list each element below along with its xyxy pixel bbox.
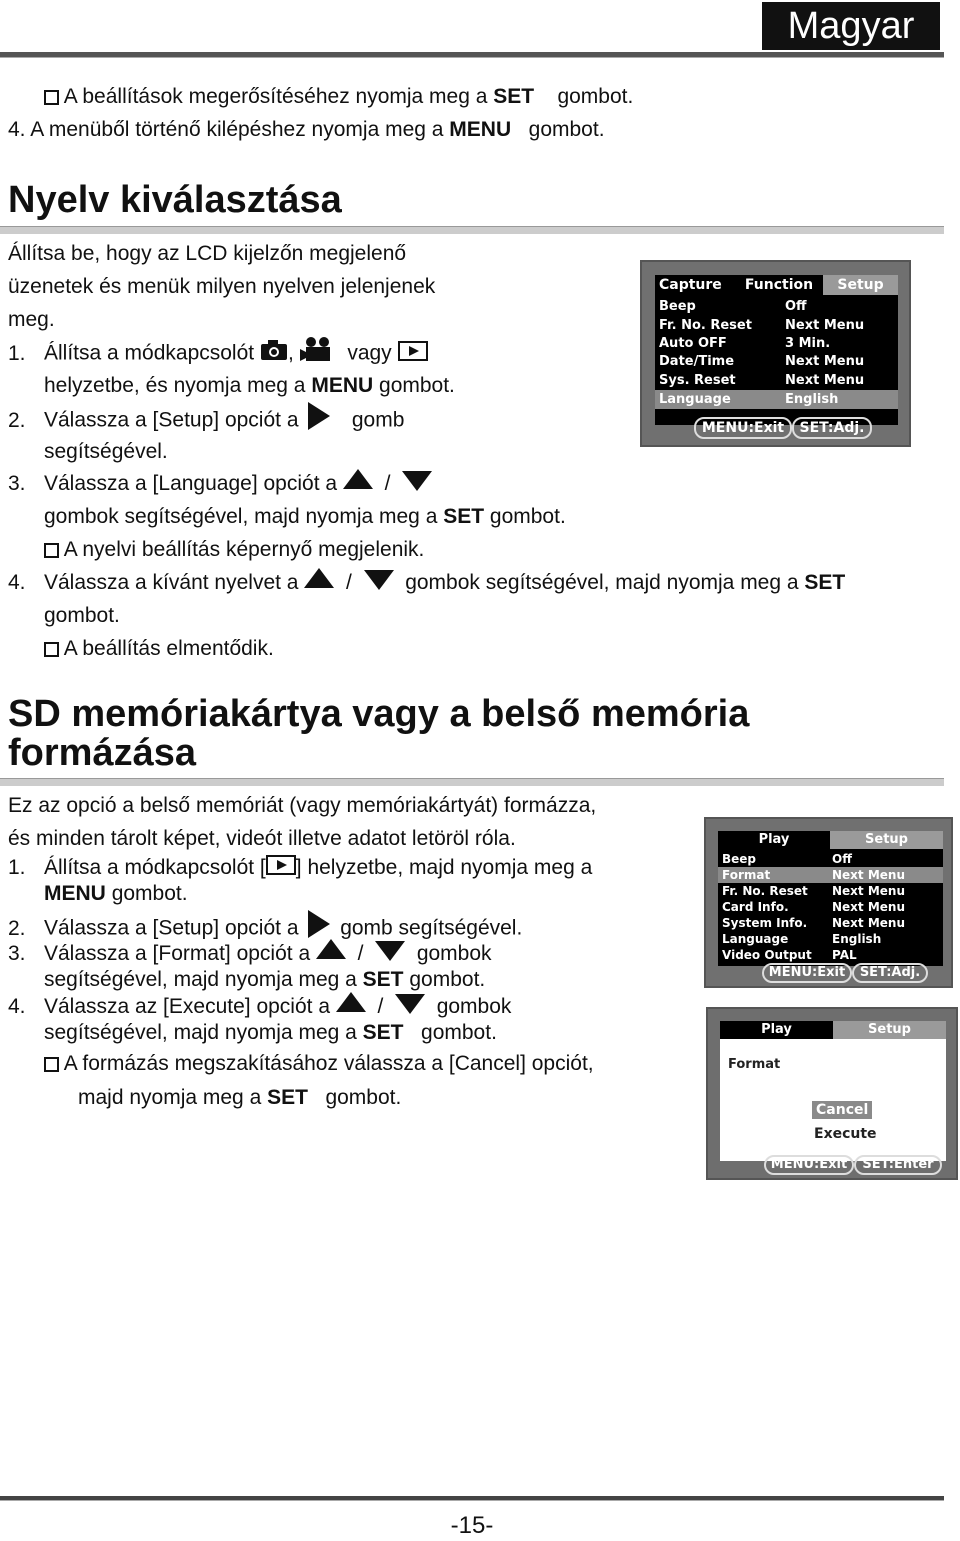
menu-row: Date/Time Next Menu [659, 354, 865, 369]
playback-icon [398, 338, 428, 371]
step-4: 4. Válassza a kívánt nyelvet a / gombok segítségével, majd nyomja meg a SET [8, 566, 845, 600]
playback-icon [266, 852, 296, 885]
tab-setup: Setup [823, 275, 898, 295]
format-step-1-cont: MENU gombot. [44, 882, 188, 905]
tab-setup: Setup [830, 831, 943, 849]
format-label: Format [728, 1057, 781, 1072]
footer-rule [0, 1496, 944, 1501]
down-arrow-icon [402, 468, 432, 501]
format-step-3: 3. Válassza a [Format] opciót a / gombok [8, 937, 492, 971]
section-title-format: SD memóriakártya vagy a belső memória [8, 693, 750, 735]
menu-row: Video Output PAL [722, 948, 857, 962]
checkbox-bullet-icon [44, 90, 59, 105]
tab-function: Function [744, 277, 814, 293]
intro-bullet: A beállítások megerősítéséhez nyomja meg a SET gombot. [44, 80, 633, 113]
lcd-screen-setup-format [704, 817, 953, 988]
menu-row: Language English [722, 932, 882, 946]
menu-row: Fr. No. Reset Next Menu [659, 318, 865, 333]
camera-icon [260, 338, 288, 371]
paragraph-line: Állítsa be, hogy az LCD kijelzőn megjelenő [8, 242, 407, 265]
video-camera-icon [300, 336, 336, 372]
menu-row: Fr. No. Reset Next Menu [722, 884, 906, 898]
format-step-4-cont: segítségével, majd nyomja meg a SET gombot. [44, 1021, 497, 1044]
format-step-1: 1. Állítsa a módkapcsolót [ ] helyzetbe, majd nyomja meg a [8, 851, 592, 885]
step-4-bullet: A beállítás elmentődik. [44, 632, 274, 665]
paragraph-line: meg. [8, 308, 55, 331]
paragraph-line: üzenetek és menük milyen nyelven jelenjenek [8, 275, 436, 298]
step-1-cont: helyzetbe, és nyomja meg a MENU gombot. [44, 374, 455, 397]
section-rule [0, 226, 944, 234]
menu-row: Beep Off [659, 299, 807, 314]
right-arrow-icon [304, 402, 334, 440]
intro-step-4: 4. A menüből történő kilépéshez nyomja meg a MENU gombot. [8, 118, 605, 141]
checkbox-bullet-icon [44, 1057, 59, 1072]
option-cancel[interactable]: Cancel [812, 1101, 872, 1119]
tab-play: Play [761, 1022, 792, 1037]
menu-row: System Info. Next Menu [722, 916, 906, 930]
menu-row: Sys. Reset Next Menu [659, 373, 865, 388]
footer-menu-exit: MENU:Exit [764, 1155, 854, 1175]
option-execute[interactable]: Execute [814, 1126, 877, 1142]
format-bullet: A formázás megszakításához válassza a [Cancel] opciót, [44, 1047, 594, 1080]
page-number: -15- [450, 1512, 494, 1539]
tab-setup: Setup [833, 1021, 946, 1039]
section-title-language: Nyelv kiválasztása [8, 179, 342, 221]
format-bullet-cont: majd nyomja meg a SET gombot. [78, 1086, 402, 1109]
down-arrow-icon [364, 567, 394, 600]
format-step-4: 4. Válassza az [Execute] opciót a / gombok [8, 990, 511, 1024]
lcd-screen-setup-language [640, 260, 911, 447]
step-2: 2. Válassza a [Setup] opciót a gomb [8, 402, 404, 440]
footer-menu-exit: MENU:Exit [694, 417, 792, 439]
menu-row: Card Info. Next Menu [722, 900, 906, 914]
step-3-bullet: A nyelvi beállítás képernyő megjelenik. [44, 533, 424, 566]
menu-row-selected: Format Next Menu [718, 867, 943, 883]
section-rule [0, 778, 944, 786]
checkbox-bullet-icon [44, 543, 59, 558]
checkbox-bullet-icon [44, 642, 59, 657]
paragraph-line: Ez az opció a belső memóriát (vagy memóriakártyát) formázza, [8, 794, 597, 817]
menu-row-selected: Language English [655, 390, 898, 409]
footer-set-adj: SET:Adj. [792, 417, 872, 439]
menu-row: Beep Off [722, 852, 852, 866]
format-step-2: 2. Válassza a [Setup] opciót a gomb segítségével. [8, 910, 522, 948]
step-1: 1. Állítsa a módkapcsolót , vagy [8, 336, 428, 372]
format-step-3-cont: segítségével, majd nyomja meg a SET gombot. [44, 968, 486, 991]
step-4-cont: gombot. [44, 604, 120, 627]
menu-row: Auto OFF 3 Min. [659, 336, 831, 351]
lcd-screen-format-confirm [706, 1007, 958, 1180]
language-badge: Magyar [762, 2, 940, 50]
up-arrow-icon [343, 468, 373, 501]
paragraph-line: és minden tárolt képet, videót illetve adatot letöröl róla. [8, 827, 516, 850]
footer-set-enter: SET:Enter [854, 1155, 942, 1175]
step-3-cont: gombok segítségével, majd nyomja meg a SET gombot. [44, 505, 566, 528]
tab-play: Play [758, 832, 790, 847]
footer-menu-exit: MENU:Exit [762, 963, 852, 983]
header-rule [0, 52, 944, 58]
tab-capture: Capture [659, 277, 722, 293]
step-3: 3. Válassza a [Language] opciót a / [8, 467, 432, 501]
step-2-cont: segítségével. [44, 440, 168, 463]
section-title-format-2: formázása [8, 732, 196, 774]
up-arrow-icon [304, 567, 334, 600]
footer-set-adj: SET:Adj. [852, 963, 928, 983]
